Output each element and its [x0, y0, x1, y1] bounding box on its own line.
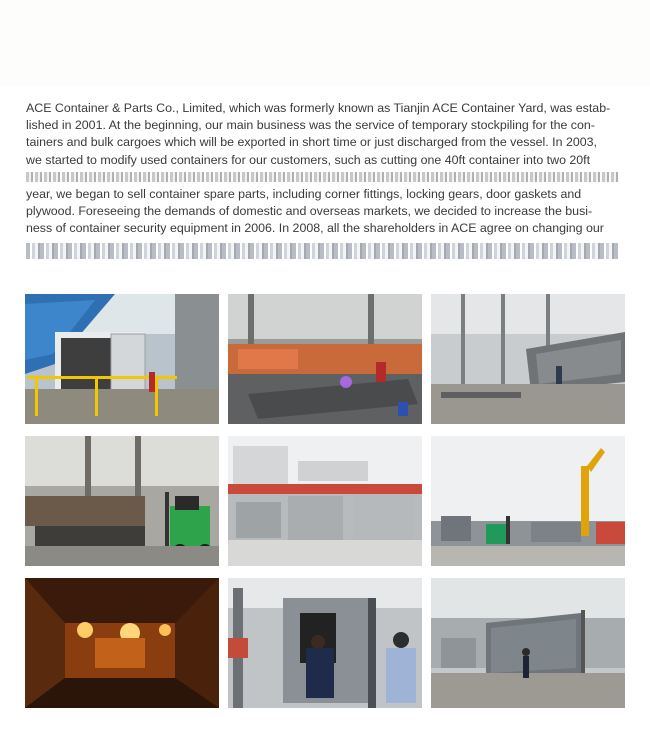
- workshop-photo-image: [25, 294, 219, 424]
- container-interior-photo-image: [25, 578, 219, 708]
- gallery-photo[interactable]: [431, 578, 625, 708]
- crane-yard-photo-image: [431, 436, 625, 566]
- workers-container-photo-image: [228, 578, 422, 708]
- intro-line: tainers and bulk cargoes which will be exported in short time or just discharged from the vessel. In 2003,: [26, 135, 597, 150]
- gallery-photo[interactable]: [228, 294, 422, 424]
- intro-line-garbled: [26, 172, 620, 182]
- intro-line-garbled: [26, 243, 620, 259]
- gallery-photo[interactable]: [228, 436, 422, 566]
- factory-photo-gallery: [25, 294, 625, 708]
- gallery-photo[interactable]: [25, 578, 219, 708]
- gallery-photo[interactable]: [431, 294, 625, 424]
- container-frame-photo-image: [431, 578, 625, 708]
- gallery-photo[interactable]: [25, 294, 219, 424]
- containers-yard-photo-image: [228, 436, 422, 566]
- intro-line: lished in 2001. At the beginning, our main business was the service of temporary stockpiling for the con-: [26, 118, 595, 133]
- intro-line: ACE Container & Parts Co., Limited, which was formerly known as Tianjin ACE Container Yard, was estab-: [26, 101, 611, 115]
- welding-photo-image: [228, 294, 422, 424]
- intro-line: we started to modify used containers for our customers, such as cutting one 40ft container into two 20ft: [26, 152, 591, 167]
- top-blank-area: [0, 0, 650, 86]
- gallery-photo[interactable]: [228, 578, 422, 708]
- gallery-photo[interactable]: [25, 436, 219, 566]
- forklift-workshop-photo-image: [25, 436, 219, 566]
- intro-line: ness of container security equipment in 2006. In 2008, all the shareholders in ACE agree on changing our: [26, 221, 604, 236]
- intro-line: plywood. Foreseeing the demands of domestic and overseas markets, we decided to increase the busi-: [26, 204, 593, 219]
- intro-line: year, we began to sell container spare parts, including corner fittings, locking gears, door gaskets and: [26, 186, 582, 201]
- gallery-photo[interactable]: [431, 436, 625, 566]
- factory-panels-photo-image: [431, 294, 625, 424]
- company-intro-text: [26, 100, 620, 259]
